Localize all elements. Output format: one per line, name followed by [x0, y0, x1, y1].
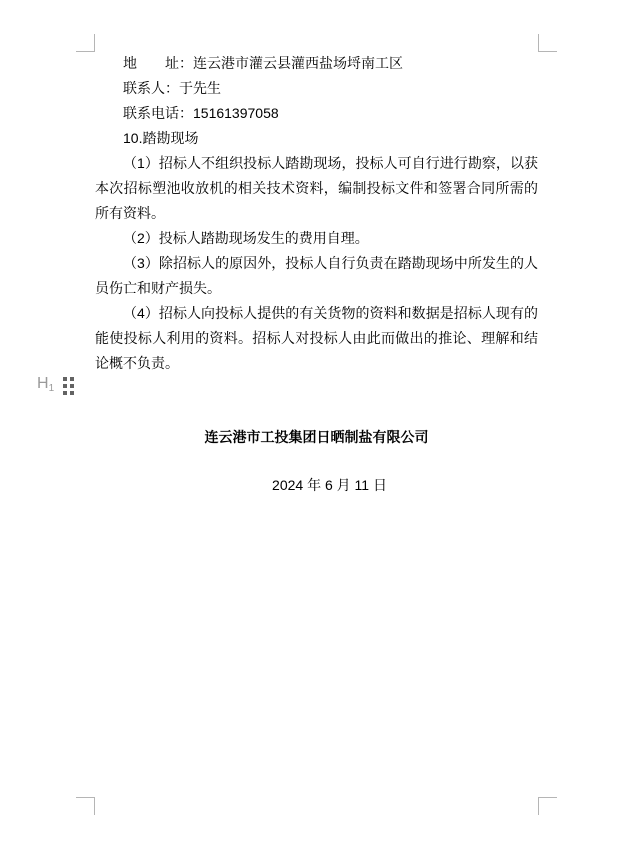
document-body [95, 51, 538, 376]
heading-anchor-marker[interactable] [37, 374, 74, 398]
clause-1: （1）招标人不组织投标人踏勘现场，投标人可自行进行勘察，以获本次招标塑池收放机的相关技术资料，编制投标文件和签署合同所需的所有资料。 [95, 155, 538, 221]
signature-company: 连云港市工投集团日晒制盐有限公司 [204, 429, 429, 445]
signature-date: 2024 年 6 月 11 日 [272, 477, 387, 493]
text-boundary-mark-bottom-left [76, 797, 95, 815]
address-line: 地 址：连云港市灌云县灌西盐场埒南工区 [123, 55, 403, 71]
clause-2: （2）投标人踏勘现场发生的费用自理。 [123, 230, 369, 246]
clause-4: （4）招标人向投标人提供的有关货物的资料和数据是招标人现有的能使投标人利用的资料。招标人对投标人由此而做出的推论、理解和结论概不负责。 [95, 305, 538, 371]
clause-3: （3）除招标人的原因外，投标人自行负责在踏勘现场中所发生的人员伤亡和财产损失。 [95, 255, 538, 296]
text-boundary-mark-bottom-right [538, 797, 557, 815]
contact-phone-line: 联系电话：15161397058 [123, 105, 279, 121]
text-boundary-mark-top-left [76, 34, 95, 52]
section-heading: 10.踏勘现场 [123, 130, 199, 146]
heading-level-icon: H1 [37, 375, 55, 394]
text-boundary-mark-top-right [538, 34, 557, 52]
drag-handle-icon[interactable] [63, 377, 74, 395]
contact-person-line: 联系人：于先生 [123, 80, 221, 96]
